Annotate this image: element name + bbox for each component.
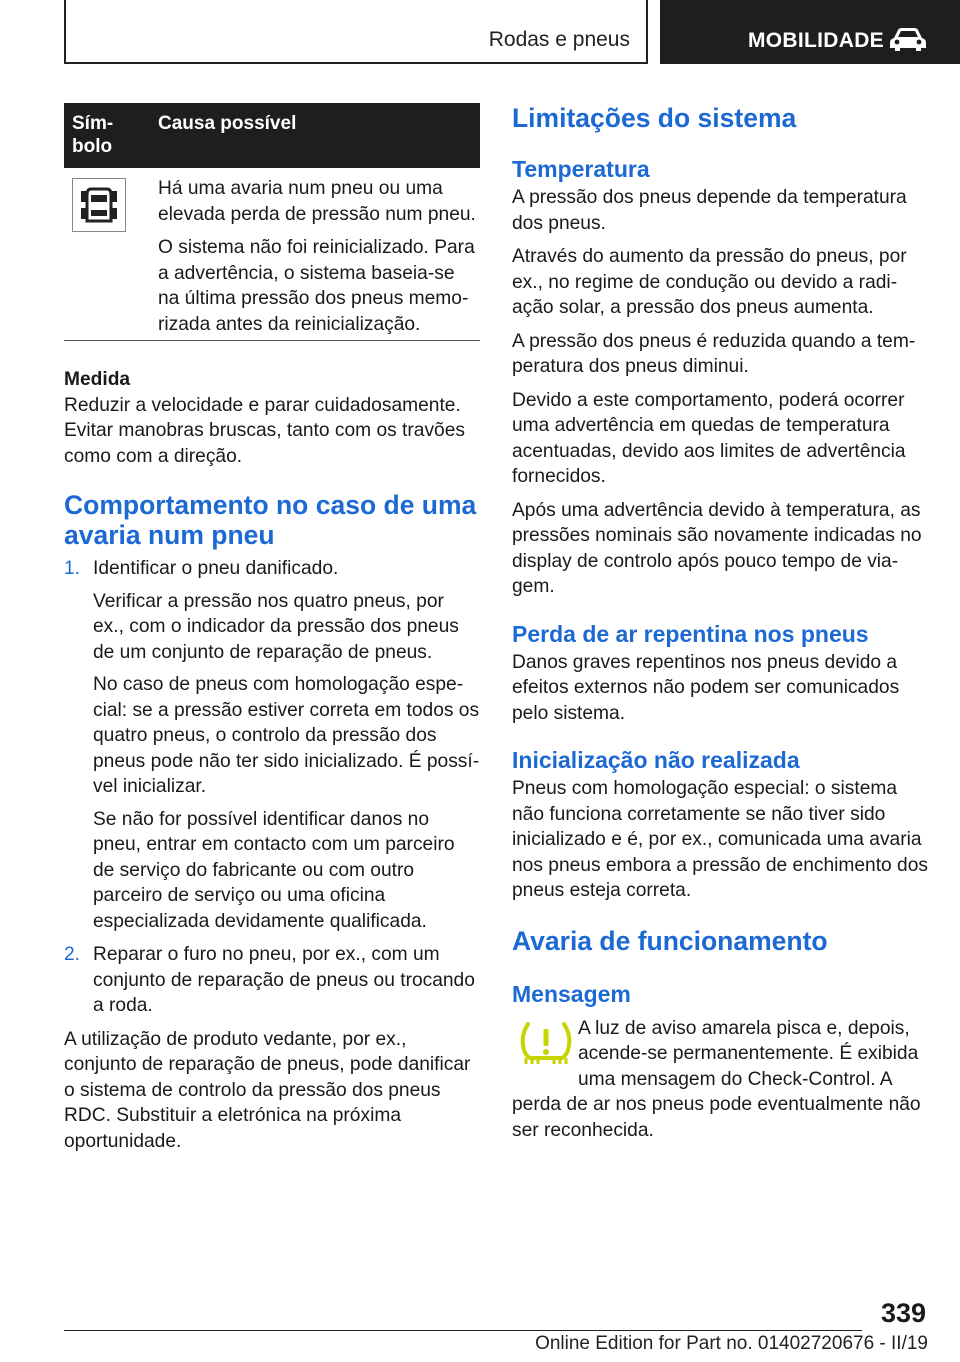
cause-text-2: O sistema não foi reinicializado. Para a advertência, o sistema baseia-se na última pressão dos pneus memorizada antes da reinicialização. [158, 237, 475, 335]
temperature-paragraph: A pressão dos pneus é reduzida quando a temperatura dos pneus diminui. [512, 330, 916, 377]
air-loss-paragraph: Danos graves repentinos nos pneus devido a efeitos externos não podem ser comunicados pelo sistema. [512, 651, 900, 724]
limits-heading: Limitações do sistema [512, 103, 797, 133]
malfunction-heading: Avaria de funcionamento [512, 925, 828, 956]
car-icon [888, 26, 928, 52]
message-line: acende-se permanentemente. É exibida [578, 1043, 919, 1064]
temperature-paragraph: Através do aumento da pressão do pneus, por ex., no regime de condução ou devido a radiação solar, a pressão dos pneus aumenta. [512, 246, 907, 318]
cause-text-1: Há uma avaria num pneu ou uma elevada perda de pressão num pneu. [158, 178, 476, 225]
step-subtext: No caso de pneus com homologação especial: se a pressão estiver correta em todos os quatro pneus, o controlo da pressão dos pneus pode não ter sido inicializado. É possível inicializar. [93, 674, 480, 797]
table-row [64, 168, 480, 341]
temperature-paragraph: Após uma advertência devido à temperatura, as pressões nominais são novamente indicadas no display de controlo após pouco tempo de viagem. [512, 499, 922, 597]
message-rest: perda de ar nos pneus pode eventualmente não ser reconhecida. [512, 1094, 921, 1141]
message-line: uma mensagem do Check-Control. A [578, 1068, 893, 1090]
measure-title: Medida [64, 369, 131, 390]
init-heading: Inicialização não realizada [512, 747, 800, 773]
init-paragraph: Pneus com homologação especial: o sistema não funciona corretamente se não tiver sido inicializado e é, por ex., comunicada uma avaria nos pneus embora a pressão de enchimento dos pneus esteja correta. [512, 778, 928, 901]
message-line: A luz de aviso amarela pisca e, depois, [578, 1017, 910, 1039]
left-column [64, 103, 480, 1154]
table-header-symbol: Sím- bolo [72, 113, 114, 157]
list-item [64, 942, 480, 1019]
step-text: Identificar o pneu danificado. [93, 558, 339, 579]
step-subtext: Verificar a pressão nos quatro pneus, por ex., com o indicador da pressão dos pneus de um conjunto de reparação de pneus. [93, 590, 459, 663]
footer-edition: Online Edition for Part no. 01402720676 - II/19 [535, 1333, 928, 1354]
temperature-paragraph: A pressão dos pneus depende da temperatura dos pneus. [512, 187, 907, 234]
footer-divider [64, 1330, 862, 1331]
chapter-title: MOBILIDADE [748, 29, 884, 52]
step-subtext: Se não for possível identificar danos no pneu, entrar em contacto com um parceiro de serviço do fabricante ou com outro parceiro de serviço ou uma oficina especializada devidamente qualificada. [93, 808, 455, 932]
step-number: 1. [64, 558, 81, 579]
tire-pressure-warning-icon [518, 1020, 574, 1068]
steps-list [64, 556, 480, 1019]
message-heading: Mensagem [512, 980, 631, 1007]
closing-paragraph: A utilização de produto vedante, por ex., conjunto de reparação de pneus, pode danificar o sistema de controlo da pressão dos pneus RDC. Substituir a eletrónica na próxima oportunidade. [64, 1028, 471, 1152]
header-chapter-box [660, 0, 960, 64]
table-header [64, 103, 480, 168]
list-item [64, 556, 480, 934]
measure-text: Reduzir a velocidade e parar cuidadosamente. Evitar manobras bruscas, tanto com os travões como com a direção. [64, 394, 465, 467]
step-number: 2. [64, 944, 81, 965]
page-number: 339 [880, 1298, 926, 1328]
air-loss-heading: Perda de ar repentina nos pneus [512, 620, 869, 647]
table-header-cause: Causa possível [158, 113, 297, 134]
header-section-box [64, 0, 648, 64]
step-text: Reparar o furo no pneu, por ex., com um conjunto de reparação de pneus ou trocando a roda. [93, 944, 475, 1016]
temperature-heading: Temperatura [512, 156, 650, 182]
right-column [512, 103, 928, 1143]
section-title: Rodas e pneus [488, 28, 630, 51]
tire-pressure-car-icon [72, 178, 126, 232]
tire-failure-heading: Comportamento no caso de uma avaria num pneu [64, 490, 477, 550]
temperature-paragraph: Devido a este comportamento, poderá ocorrer uma advertência em quedas de temperatura acentuadas, devido aos limites de advertência fornecidos. [512, 389, 906, 487]
